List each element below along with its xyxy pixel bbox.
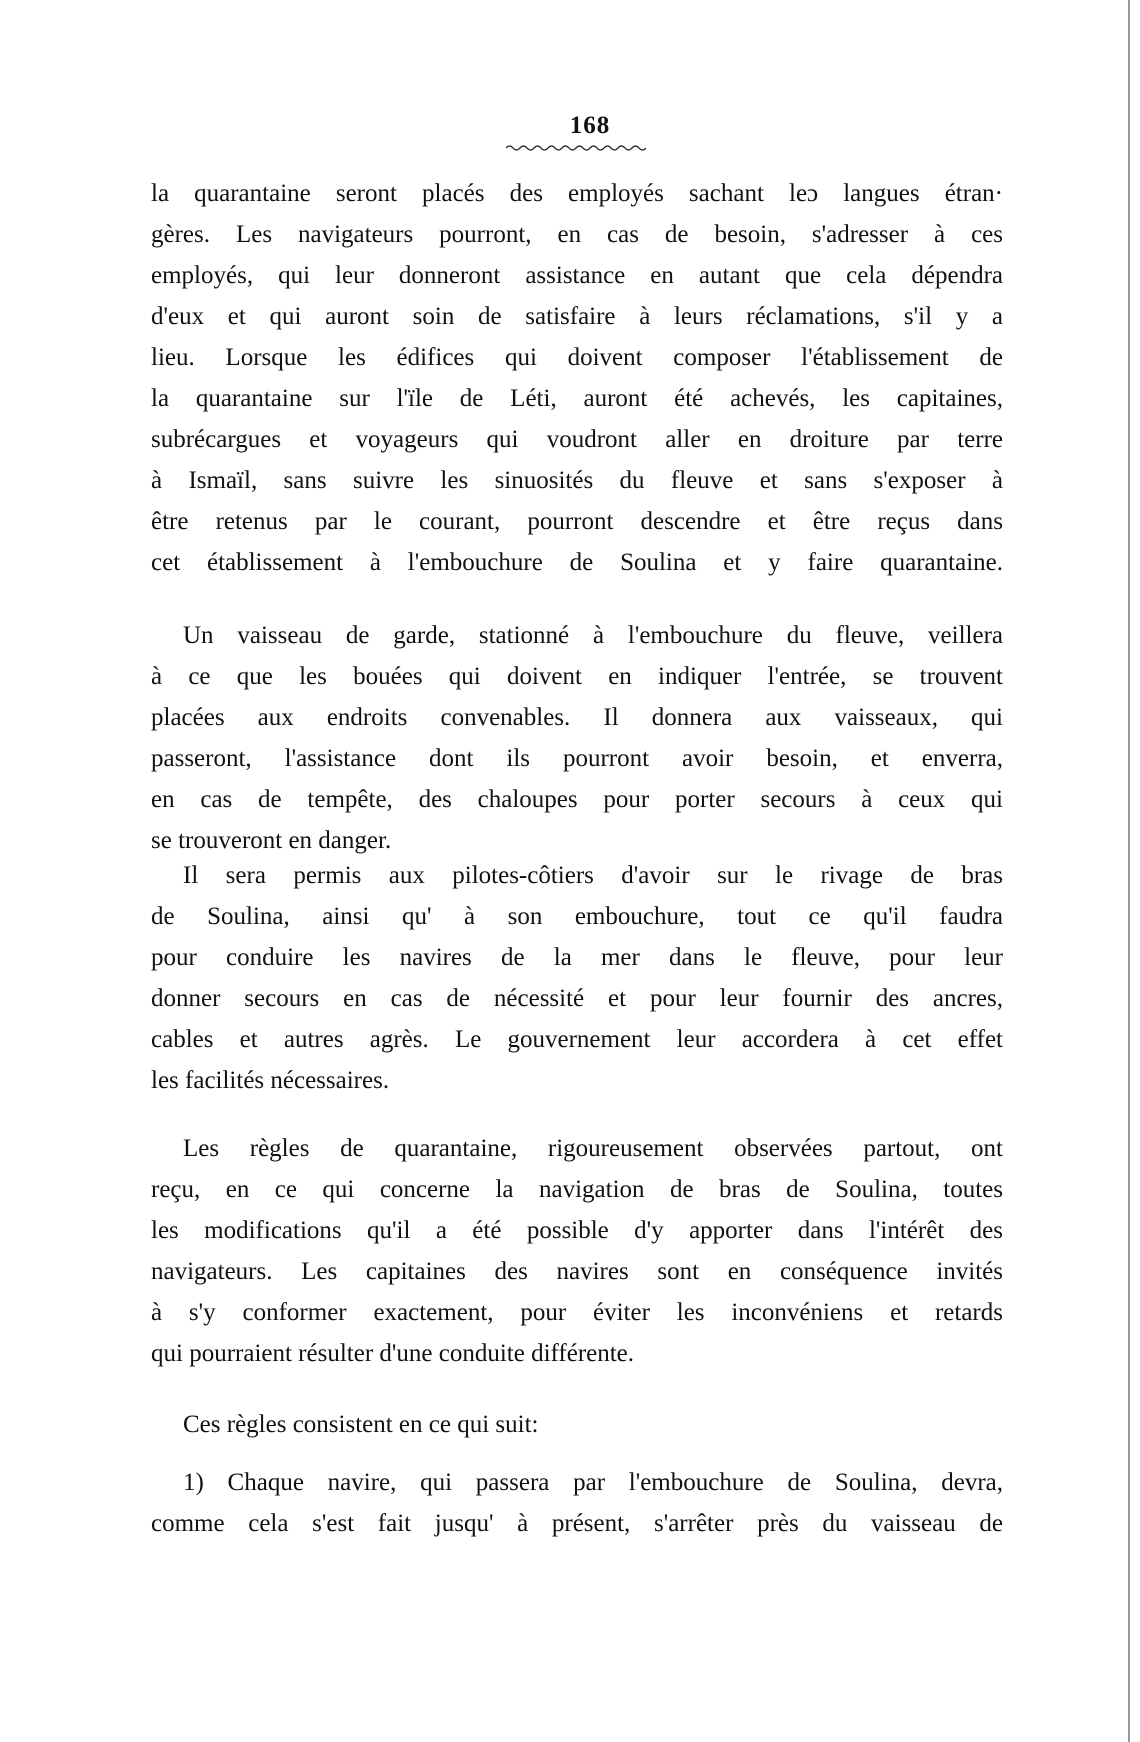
text-line: 1) Chaque navire, qui passera par l'embouchure de Soulina, devra, bbox=[183, 1469, 1003, 1496]
text-line: à s'y conformer exactement, pour éviter les inconvéniens et retards bbox=[151, 1299, 1003, 1326]
text-line: de Soulina, ainsi qu' à son embouchure, tout ce qu'il faudra bbox=[151, 903, 1003, 930]
text-line: navigateurs. Les capitaines des navires sont en conséquence invités bbox=[151, 1258, 1003, 1285]
text-line: qui pourraient résulter d'une conduite différente. bbox=[151, 1340, 635, 1367]
text-line: se trouveront en danger. bbox=[151, 827, 392, 854]
text-line: gères. Les navigateurs pourront, en cas de besoin, s'adresser à ces bbox=[151, 221, 1003, 248]
text-line: comme cela s'est fait jusqu' à présent, s'arrêter près du vaisseau de bbox=[151, 1510, 1003, 1537]
text-line: en cas de tempête, des chaloupes pour porter secours à ceux qui bbox=[151, 786, 1003, 813]
text-line: Les règles de quarantaine, rigoureusement observées partout, ont bbox=[183, 1135, 1003, 1162]
text-line: les modifications qu'il a été possible d'y apporter dans l'intérêt des bbox=[151, 1217, 1003, 1244]
paragraph-4 bbox=[151, 1128, 1003, 1374]
text-line: reçu, en ce qui concerne la navigation de bras de Soulina, toutes bbox=[151, 1176, 1003, 1203]
paragraph-6 bbox=[151, 1462, 1003, 1544]
page-edge-line bbox=[1128, 0, 1130, 1742]
wavy-ornament bbox=[506, 144, 646, 154]
text-line: d'eux et qui auront soin de satisfaire à leurs réclamations, s'il y a bbox=[151, 303, 1003, 330]
paragraph-5 bbox=[151, 1404, 1003, 1445]
text-line: subrécargues et voyageurs qui voudront aller en droiture par terre bbox=[151, 426, 1003, 453]
paragraph-3 bbox=[151, 855, 1003, 1101]
text-line: employés, qui leur donneront assistance en autant que cela dépendra bbox=[151, 262, 1003, 289]
text-line: cet établissement à l'embouchure de Soulina et y faire quarantaine. bbox=[151, 549, 1003, 576]
text-line: lieu. Lorsque les édifices qui doivent composer l'établissement de bbox=[151, 344, 1003, 371]
text-line: être retenus par le courant, pourront descendre et être reçus dans bbox=[151, 508, 1003, 535]
text-line: Un vaisseau de garde, stationné à l'embouchure du fleuve, veillera bbox=[183, 622, 1003, 649]
text-line: la quarantaine seront placés des employés sachant leɔ langues étran· bbox=[151, 180, 1003, 207]
text-line: Il sera permis aux pilotes-côtiers d'avoir sur le rivage de bras bbox=[183, 862, 1003, 889]
page-number: 168 bbox=[569, 112, 611, 139]
text-line: la quarantaine sur l'ïle de Léti, auront été achevés, les capitaines, bbox=[151, 385, 1003, 412]
paragraph-1 bbox=[151, 173, 1003, 583]
text-line: cables et autres agrès. Le gouvernement leur accordera à cet effet bbox=[151, 1026, 1003, 1053]
text-line: pour conduire les navires de la mer dans le fleuve, pour leur bbox=[151, 944, 1003, 971]
text-line: à Ismaïl, sans suivre les sinuosités du fleuve et sans s'exposer à bbox=[151, 467, 1003, 494]
text-line: placées aux endroits convenables. Il donnera aux vaisseaux, qui bbox=[151, 704, 1003, 731]
text-line: Ces règles consistent en ce qui suit: bbox=[183, 1411, 539, 1438]
text-line: à ce que les bouées qui doivent en indiquer l'entrée, se trouvent bbox=[151, 663, 1003, 690]
paragraph-2 bbox=[151, 615, 1003, 861]
text-line: passeront, l'assistance dont ils pourront avoir besoin, et enverra, bbox=[151, 745, 1003, 772]
text-line: donner secours en cas de nécessité et pour leur fournir des ancres, bbox=[151, 985, 1003, 1012]
text-line: les facilités nécessaires. bbox=[151, 1067, 390, 1094]
